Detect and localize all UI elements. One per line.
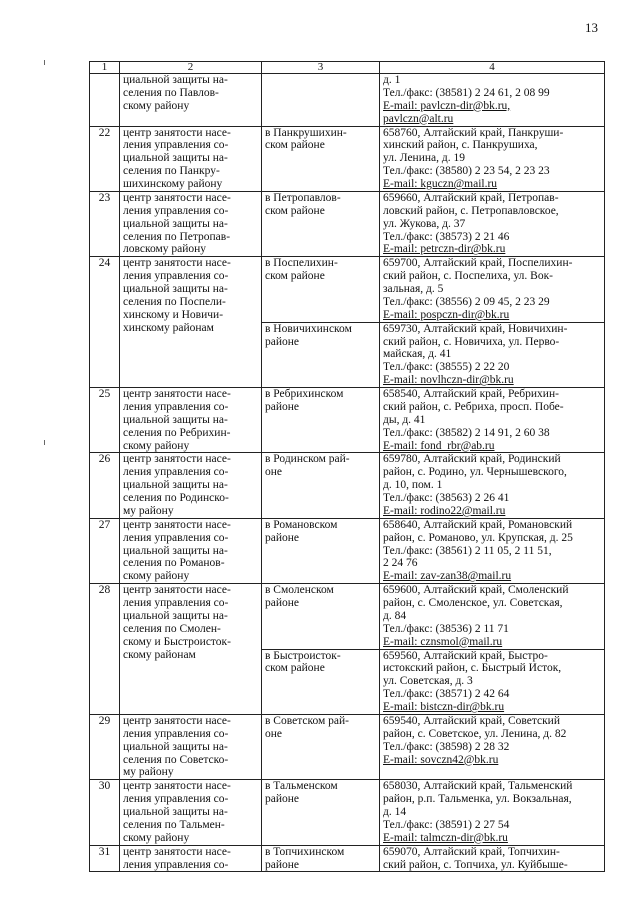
- organization-name: центр занятости насе- ления управления со-: [123, 845, 231, 871]
- email-link[interactable]: E-mail: pavlczn-dir@bk.ru, pavlczn@alt.ru: [383, 99, 511, 125]
- district-cell: [262, 257, 380, 322]
- row-number: 26: [90, 453, 120, 518]
- address-cell: [380, 388, 605, 453]
- table-row: [90, 453, 605, 518]
- organization-name: центр занятости насе- ления управления со- циальной защиты на- селения по Советско- му району: [123, 714, 231, 779]
- address-cell: [380, 322, 605, 387]
- address-text: 659700, Алтайский край, Поспелихин- ский район, с. Поспелиха, ул. Вок- зальная, д. 5 Тел./факс: (38556) 2 09 45, 2 23 29: [383, 257, 573, 308]
- district-name: в Советском рай- оне: [265, 714, 349, 740]
- organization-name: центр занятости насе- ления управления со- циальной защиты на- селения по Романов- скому району: [123, 518, 231, 583]
- email-link[interactable]: E-mail: novlhczn-dir@bk.ru: [383, 374, 514, 387]
- organization-name: центр занятости насе- ления управления со- циальной защиты на- селения по Поспели- хинскому и Новичи- хинскому районам: [123, 257, 231, 334]
- address-text: 659070, Алтайский край, Топчихин- ский район, с. Топчиха, ул. Куйбыше-: [383, 845, 568, 871]
- district-name: в Панкрушихин- ском районе: [265, 126, 347, 152]
- district-name: в Смоленском районе: [265, 584, 334, 609]
- organization-cell: [120, 74, 262, 127]
- address-text: 659560, Алтайский край, Быстро- истокский район, с. Быстрый Исток, ул. Советская, д. 3 Тел./факс: (38571) 2 42 64: [383, 649, 562, 701]
- email-link[interactable]: E-mail: petrczn-dir@bk.ru: [383, 243, 506, 256]
- organization-name: центр занятости насе- ления управления со- циальной защиты на- селения по Петропав- ловскому району: [123, 191, 231, 256]
- address-text: 659780, Алтайский край, Родинский район, с. Родино, ул. Чернышевского, д. 10, пом. 1 Тел./факс: (38563) 2 26 41: [383, 453, 567, 504]
- row-number: 25: [90, 388, 120, 453]
- address-text: 659660, Алтайский край, Петропав- ловский район, с. Петропавловское, ул. Жукова, д. 37 Тел./факс: (38573) 2 21 46: [383, 191, 559, 243]
- email-link[interactable]: E-mail: cznsmol@mail.ru: [383, 635, 503, 648]
- address-text: 659540, Алтайский край, Советский район, с. Советское, ул. Ленина, д. 82 Тел./факс: (38598) 2 28 32: [383, 714, 567, 753]
- district-cell: [262, 714, 380, 779]
- district-name: в Тальменском районе: [265, 780, 338, 806]
- address-text: 659730, Алтайский край, Новичихин- ский район, с. Новичиха, ул. Перво- майская, д. 41 Тел./факс: (38555) 2 22 20: [383, 322, 568, 374]
- district-cell: [262, 388, 380, 453]
- district-name: в Родинском рай- оне: [265, 453, 350, 479]
- address-cell: [380, 126, 605, 191]
- address-text: д. 1 Тел./факс: (38581) 2 24 61, 2 08 99: [383, 74, 550, 99]
- address-cell: [380, 518, 605, 583]
- row-number: 29: [90, 714, 120, 779]
- column-number: 4: [380, 62, 605, 74]
- employment-centers-table: [89, 61, 605, 872]
- district-name: в Поспелихин- ском районе: [265, 257, 338, 283]
- email-link[interactable]: E-mail: rodino22@mail.ru: [383, 504, 506, 517]
- organization-cell: [120, 584, 262, 715]
- address-cell: [380, 257, 605, 322]
- organization-cell: [120, 257, 262, 388]
- email-link[interactable]: E-mail: pospczn-dir@bk.ru: [383, 308, 510, 321]
- table-row: [90, 257, 605, 322]
- address-cell: [380, 191, 605, 256]
- organization-cell: [120, 453, 262, 518]
- address-cell: [380, 584, 605, 649]
- page-number: 13: [585, 20, 598, 35]
- organization-cell: [120, 714, 262, 779]
- row-number: 30: [90, 780, 120, 845]
- organization-name: центр занятости насе- ления управления со- циальной защиты на- селения по Панкру- шихинскому району: [123, 126, 231, 190]
- district-name: в Быстроисток- ском районе: [265, 649, 341, 675]
- address-text: 658640, Алтайский край, Романовский район, с. Романово, ул. Крупская, д. 25 Тел./факс: (38561) 2 11 05, 2 11 51, 2 24 76: [383, 518, 573, 570]
- organization-name: центр занятости насе- ления управления со- циальной защиты на- селения по Тальмен- скому району: [123, 780, 231, 844]
- row-number: 28: [90, 584, 120, 715]
- margin-mark: [44, 440, 45, 445]
- organization-cell: [120, 126, 262, 191]
- address-cell: [380, 649, 605, 714]
- organization-name: центр занятости насе- ления управления со- циальной защиты на- селения по Смолен- скому и Быстроисток- скому районам: [123, 584, 231, 661]
- organization-cell: [120, 845, 262, 872]
- district-cell: [262, 126, 380, 191]
- email-link[interactable]: E-mail: sovczn42@bk.ru: [383, 753, 499, 766]
- table-row: [90, 780, 605, 845]
- table-row: [90, 74, 605, 127]
- address-text: 658030, Алтайский край, Тальменский район, р.п. Тальменка, ул. Вокзальная, д. 14 Тел./факс: (38591) 2 27 54: [383, 780, 573, 831]
- table-row: [90, 714, 605, 779]
- row-number: 22: [90, 126, 120, 191]
- table-row: [90, 191, 605, 256]
- address-cell: [380, 780, 605, 845]
- organization-cell: [120, 518, 262, 583]
- address-cell: [380, 714, 605, 779]
- district-name: в Петропавлов- ском районе: [265, 191, 341, 217]
- district-name: в Топчихинском районе: [265, 845, 345, 871]
- address-cell: [380, 453, 605, 518]
- margin-mark: [44, 60, 45, 65]
- table-row: [90, 126, 605, 191]
- district-name: в Ребрихинском районе: [265, 388, 344, 413]
- organization-name: центр занятости насе- ления управления со- циальной защиты на- селения по Родинско- му району: [123, 453, 231, 517]
- district-name: в Романовском районе: [265, 518, 338, 544]
- row-number: 27: [90, 518, 120, 583]
- email-link[interactable]: E-mail: talmczn-dir@bk.ru: [383, 831, 508, 844]
- column-number-row: [90, 62, 605, 74]
- district-cell: [262, 322, 380, 387]
- column-number: 1: [90, 62, 120, 74]
- address-text: 658760, Алтайский край, Панкруши- хинский район, с. Панкрушиха, ул. Ленина, д. 19 Тел./факс: (38580) 2 23 54, 2 23 23: [383, 126, 564, 178]
- organization-name: центр занятости насе- ления управления со- циальной защиты на- селения по Ребрихин- скому району: [123, 388, 231, 452]
- organization-cell: [120, 388, 262, 453]
- district-name: в Новичихинском районе: [265, 322, 352, 348]
- address-cell: [380, 74, 605, 127]
- district-cell: [262, 518, 380, 583]
- table-row: [90, 388, 605, 453]
- column-number: 3: [262, 62, 380, 74]
- district-cell: [262, 649, 380, 714]
- organization-cell: [120, 780, 262, 845]
- district-cell: [262, 74, 380, 127]
- district-cell: [262, 845, 380, 872]
- row-number: [90, 74, 120, 127]
- district-cell: [262, 584, 380, 649]
- organization-name: циальной защиты на- селения по Павлов- скому району: [123, 74, 228, 112]
- email-link[interactable]: E-mail: zav-zan38@mail.ru: [383, 570, 512, 583]
- email-link[interactable]: E-mail: kguczn@mail.ru: [383, 178, 498, 190]
- address-cell: [380, 845, 605, 872]
- email-link[interactable]: E-mail: bistczn-dir@bk.ru: [383, 701, 505, 713]
- row-number: 24: [90, 257, 120, 388]
- row-number: 23: [90, 191, 120, 256]
- district-cell: [262, 453, 380, 518]
- table-row: [90, 518, 605, 583]
- district-cell: [262, 780, 380, 845]
- address-text: 659600, Алтайский край, Смоленский район, с. Смоленское, ул. Советская, д. 84 Тел./факс: (38536) 2 11 71: [383, 584, 569, 635]
- organization-cell: [120, 191, 262, 256]
- row-number: 31: [90, 845, 120, 872]
- email-link[interactable]: E-mail: fond_rbr@ab.ru: [383, 439, 495, 452]
- district-cell: [262, 191, 380, 256]
- address-text: 658540, Алтайский край, Ребрихин- ский район, с. Ребриха, просп. Побе- ды, д. 41 Тел./факс: (38582) 2 14 91, 2 60 38: [383, 388, 564, 439]
- table-body: [90, 74, 605, 872]
- column-number: 2: [120, 62, 262, 74]
- table-row: [90, 584, 605, 649]
- table-row: [90, 845, 605, 872]
